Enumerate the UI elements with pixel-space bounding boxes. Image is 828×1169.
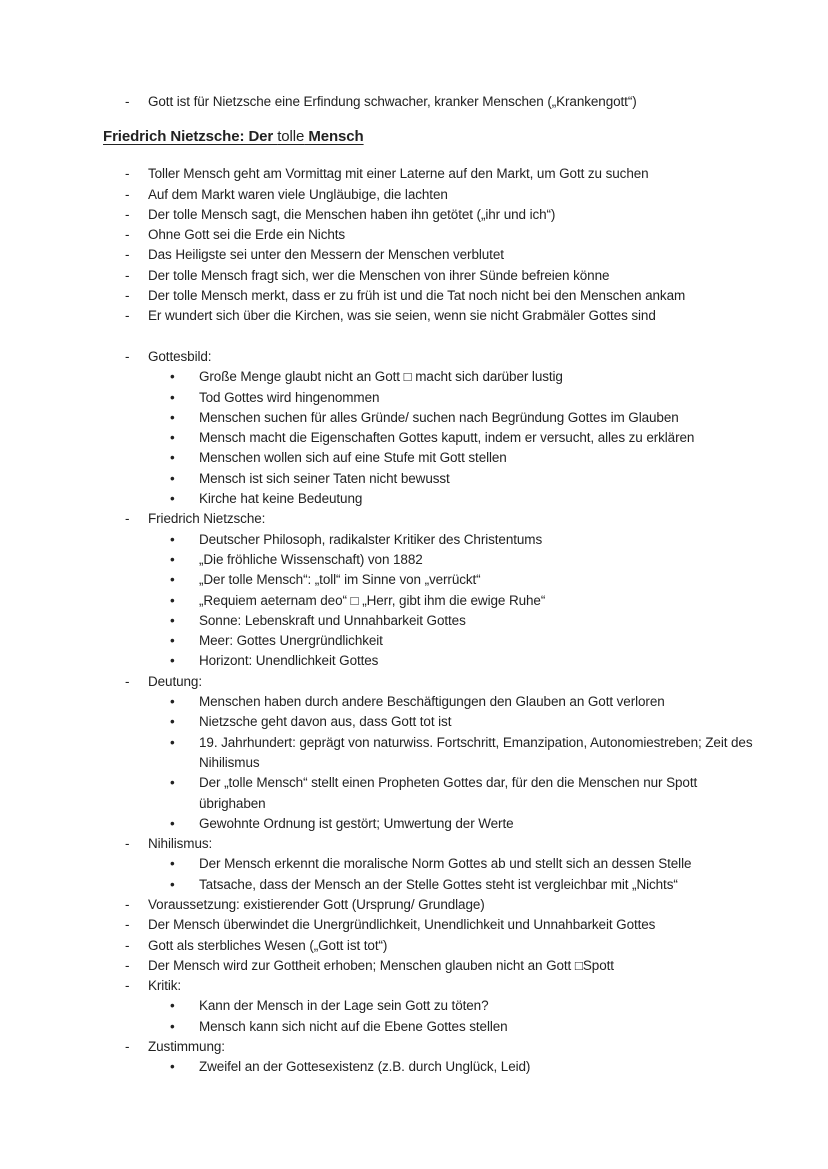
bullet-marker: • (170, 856, 175, 872)
dash-list-item (103, 164, 753, 184)
dash-list-item (103, 266, 753, 286)
list-item-text: Der Mensch überwindet die Unergründlichkeit, Unendlichkeit und Unnahbarkeit Gottes (148, 917, 656, 933)
dash-marker: - (125, 836, 130, 852)
bullet-marker: • (170, 1018, 175, 1034)
dash-marker: - (125, 348, 130, 364)
dash-marker: - (125, 186, 130, 202)
list-item-text: Der Mensch erkennt die moralische Norm Gottes ab und stellt sich an dessen Stelle (199, 856, 692, 872)
dash-list-item (103, 895, 753, 915)
list-item-text: Menschen suchen für alles Gründe/ suchen nach Begründung Gottes im Glauben (199, 409, 679, 425)
list-item-text: Der Mensch wird zur Gottheit erhoben; Menschen glauben nicht an Gott □Spott (148, 957, 614, 973)
dash-list-item (103, 245, 753, 265)
bullet-list-item (103, 773, 753, 814)
dash-marker: - (125, 673, 130, 689)
section-heading (103, 126, 753, 148)
bullet-list-item (103, 733, 753, 774)
dash-marker: - (125, 206, 130, 222)
list-item-text: Gottesbild: (148, 348, 212, 364)
bullet-list-item (103, 408, 753, 428)
list-item-text: „Requiem aeternam deo“ □ „Herr, gibt ihm die ewige Ruhe“ (199, 592, 546, 608)
bullet-marker: • (170, 491, 175, 507)
list-item-text: Gott ist für Nietzsche eine Erfindung schwacher, kranker Menschen („Krankengott“) (148, 94, 637, 109)
list-item-text: Der tolle Mensch merkt, dass er zu früh ist und die Tat noch nicht bei den Menschen ankam (148, 288, 686, 304)
list-item-text: „Die fröhliche Wissenschaft) von 1882 (199, 551, 423, 567)
bullet-marker: • (170, 998, 175, 1014)
list-item-text: Kann der Mensch in der Lage sein Gott zu töten? (199, 998, 489, 1014)
list-item-text: Mensch macht die Eigenschaften Gottes kaputt, indem er versucht, alles zu erklären (199, 430, 695, 446)
bullet-list-item (103, 692, 753, 712)
dash-list-item (103, 205, 753, 225)
bullet-list-item (103, 996, 753, 1016)
dash-list-item (103, 509, 753, 529)
dash-list-item (103, 976, 753, 996)
bullet-marker: • (170, 612, 175, 628)
bullet-list-item (103, 388, 753, 408)
list-item-text: Gewohnte Ordnung ist gestört; Umwertung der Werte (199, 815, 514, 831)
bullet-list-item (103, 1057, 753, 1077)
list-item-text: Sonne: Lebenskraft und Unnahbarkeit Gottes (199, 612, 466, 628)
heading-run: Friedrich Nietzsche: Der (103, 128, 278, 146)
blank-line (103, 327, 753, 347)
dash-marker: - (125, 94, 130, 109)
list-item-text: Menschen haben durch andere Beschäftigungen den Glauben an Gott verloren (199, 694, 665, 710)
bullet-marker: • (170, 369, 175, 385)
list-item-text: „Der tolle Mensch“: „toll“ im Sinne von „verrückt“ (199, 572, 481, 588)
bullet-marker: • (170, 653, 175, 669)
list-item-text: Tatsache, dass der Mensch an der Stelle Gottes steht ist vergleichbar mit „Nichts“ (199, 876, 678, 892)
bullet-list-item (103, 854, 753, 874)
bullet-marker: • (170, 470, 175, 486)
dash-list-item (103, 936, 753, 956)
list-item-text: Er wundert sich über die Kirchen, was sie seien, wenn sie nicht Grabmäler Gottes sind (148, 308, 656, 324)
bullet-marker: • (170, 409, 175, 425)
list-item-text: Der tolle Mensch sagt, die Menschen haben ihn getötet („ihr und ich“) (148, 206, 556, 222)
dash-list-item (103, 347, 753, 367)
bullet-list-item (103, 469, 753, 489)
bullet-list-item (103, 591, 753, 611)
list-item-text: Kirche hat keine Bedeutung (199, 491, 363, 507)
list-item-text: Meer: Gottes Unergründlichkeit (199, 633, 383, 649)
dash-list-item (103, 672, 753, 692)
dash-marker: - (125, 511, 130, 527)
bullet-marker: • (170, 430, 175, 446)
list-item-text: Ohne Gott sei die Erde ein Nichts (148, 227, 346, 243)
dash-list-item (103, 286, 753, 306)
dash-marker: - (125, 978, 130, 994)
list-item-text: Deutscher Philosoph, radikalster Kritiker des Christentums (199, 531, 543, 547)
heading-run: Mensch (304, 128, 364, 146)
list-item-text: Der tolle Mensch fragt sich, wer die Menschen von ihrer Sünde befreien könne (148, 267, 610, 283)
list-item-text: Deutung: (148, 673, 202, 689)
list-item-text: Der „tolle Mensch“ stellt einen Propheten Gottes dar, für den die Menschen nur Spott übrighaben (199, 775, 698, 811)
dash-marker: - (125, 896, 130, 912)
list-item-text: Nietzsche geht davon aus, dass Gott tot ist (199, 714, 452, 730)
list-item-text: Große Menge glaubt nicht an Gott □ macht sich darüber lustig (199, 369, 563, 385)
bullet-marker: • (170, 1059, 175, 1075)
dash-marker: - (125, 247, 130, 263)
dash-list-item (103, 1037, 753, 1057)
bullet-marker: • (170, 592, 175, 608)
bullet-list-item (103, 712, 753, 732)
bullet-marker: • (170, 734, 175, 750)
bullet-list-item (103, 570, 753, 590)
list-item-text: Horizont: Unendlichkeit Gottes (199, 653, 379, 669)
dash-marker: - (125, 957, 130, 973)
bullet-marker: • (170, 450, 175, 466)
list-item-text: Menschen wollen sich auf eine Stufe mit Gott stellen (199, 450, 507, 466)
dash-list-item (103, 915, 753, 935)
dash-marker: - (125, 937, 130, 953)
list-item-text: Das Heiligste sei unter den Messern der Menschen verblutet (148, 247, 504, 263)
bullet-marker: • (170, 714, 175, 730)
dash-marker: - (125, 917, 130, 933)
bullet-list-item (103, 367, 753, 387)
list-item-text: Toller Mensch geht am Vormittag mit einer Laterne auf den Markt, um Gott zu suchen (148, 166, 649, 182)
dash-marker: - (125, 288, 130, 304)
bullet-marker: • (170, 531, 175, 547)
bullet-marker: • (170, 633, 175, 649)
dash-list-item (103, 92, 753, 112)
list-item-text: Zweifel an der Gottesexistenz (z.B. durch Unglück, Leid) (199, 1059, 531, 1075)
document-content (103, 92, 753, 1078)
bullet-list-item (103, 428, 753, 448)
dash-marker: - (125, 166, 130, 182)
dash-list-item (103, 225, 753, 245)
dash-list-item (103, 956, 753, 976)
list-item-text: Voraussetzung: existierender Gott (Ursprung/ Grundlage) (148, 896, 485, 912)
heading-run: tolle (277, 128, 305, 146)
bullet-list-item (103, 875, 753, 895)
list-item-text: Tod Gottes wird hingenommen (199, 389, 380, 405)
list-item-text: Auf dem Markt waren viele Ungläubige, die lachten (148, 186, 448, 202)
dash-marker: - (125, 1039, 130, 1055)
bullet-list-item (103, 651, 753, 671)
list-item-text: Nihilismus: (148, 836, 213, 852)
list-item-text: Zustimmung: (148, 1039, 225, 1055)
bullet-list-item (103, 814, 753, 834)
list-item-text: Gott als sterbliches Wesen („Gott ist tot“) (148, 937, 388, 953)
dash-marker: - (125, 267, 130, 283)
bullet-list-item (103, 530, 753, 550)
dash-list-item (103, 185, 753, 205)
bullet-list-item (103, 448, 753, 468)
bullet-marker: • (170, 694, 175, 710)
list-item-text: Kritik: (148, 978, 182, 994)
bullet-list-item (103, 611, 753, 631)
bullet-list-item (103, 631, 753, 651)
dash-list-item (103, 306, 753, 326)
bullet-list-item (103, 550, 753, 570)
list-item-text: 19. Jahrhundert: geprägt von naturwiss. Fortschritt, Emanzipation, Autonomiestreben; Zeit des Nihilismus (199, 734, 753, 770)
bullet-list-item (103, 489, 753, 509)
list-item-text: Mensch ist sich seiner Taten nicht bewusst (199, 470, 450, 486)
bullet-marker: • (170, 815, 175, 831)
list-item-text: Mensch kann sich nicht auf die Ebene Gottes stellen (199, 1018, 508, 1034)
bullet-marker: • (170, 876, 175, 892)
bullet-marker: • (170, 389, 175, 405)
dash-marker: - (125, 227, 130, 243)
dash-list-item (103, 834, 753, 854)
bullet-marker: • (170, 572, 175, 588)
bullet-marker: • (170, 775, 175, 791)
list-item-text: Friedrich Nietzsche: (148, 511, 266, 527)
bullet-marker: • (170, 551, 175, 567)
bullet-list-item (103, 1017, 753, 1037)
dash-marker: - (125, 308, 130, 324)
